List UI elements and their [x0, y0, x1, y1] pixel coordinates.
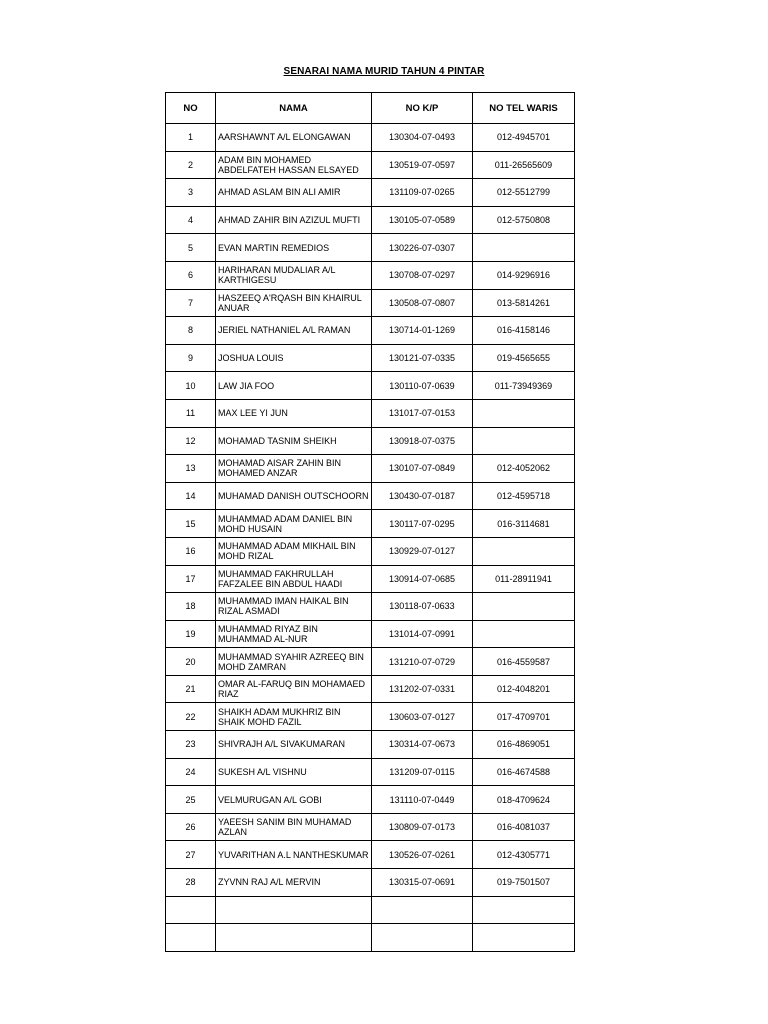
cell-no: 22 — [166, 703, 216, 731]
table-row — [166, 731, 575, 759]
table-row — [166, 786, 575, 814]
cell-no: 15 — [166, 510, 216, 538]
cell-no-kp: 131110-07-0449 — [372, 786, 473, 814]
table-row — [166, 924, 575, 952]
table-row — [166, 124, 575, 152]
cell-no: 10 — [166, 372, 216, 400]
cell-no: 1 — [166, 124, 216, 152]
cell-no-tel-waris — [473, 399, 575, 427]
cell-nama: JERIEL NATHANIEL A/L RAMAN — [216, 317, 372, 345]
cell-no: 6 — [166, 261, 216, 289]
cell-no: 21 — [166, 675, 216, 703]
cell-no-tel-waris: 018-4709624 — [473, 786, 575, 814]
cell-no: 9 — [166, 344, 216, 372]
cell-no-tel-waris — [473, 234, 575, 262]
cell-no-kp: 130430-07-0187 — [372, 482, 473, 510]
cell-no-tel-waris: 012-4048201 — [473, 675, 575, 703]
cell-no-tel-waris: 012-4052062 — [473, 455, 575, 483]
cell-no-kp: 131014-07-0991 — [372, 620, 473, 648]
cell-no-tel-waris: 014-9296916 — [473, 261, 575, 289]
table-row — [166, 841, 575, 869]
table-row — [166, 510, 575, 538]
cell-nama: MOHAMAD TASNIM SHEIKH — [216, 427, 372, 455]
table-row — [166, 565, 575, 593]
cell-nama: MUHAMMAD ADAM DANIEL BIN MOHD HUSAIN — [216, 510, 372, 538]
cell-no-tel-waris: 017-4709701 — [473, 703, 575, 731]
cell-nama: MUHAMMAD SYAHIR AZREEQ BIN MOHD ZAMRAN — [216, 648, 372, 676]
cell-no: 16 — [166, 537, 216, 565]
cell-no-kp: 130519-07-0597 — [372, 151, 473, 179]
cell-nama: YUVARITHAN A.L NANTHESKUMAR — [216, 841, 372, 869]
cell-nama: ZYVNN RAJ A/L MERVIN — [216, 869, 372, 897]
table-row — [166, 289, 575, 317]
document-title: SENARAI NAMA MURID TAHUN 4 PINTAR — [283, 66, 485, 77]
cell-no-tel-waris: 012-5750808 — [473, 206, 575, 234]
cell-nama: SUKESH A/L VISHNU — [216, 758, 372, 786]
cell-nama: HARIHARAN MUDALIAR A/L KARTHIGESU — [216, 261, 372, 289]
table-row — [166, 234, 575, 262]
cell-nama: MUHAMAD DANISH OUTSCHOORN — [216, 482, 372, 510]
cell-no-kp: 130708-07-0297 — [372, 261, 473, 289]
cell-no-tel-waris: 016-4081037 — [473, 813, 575, 841]
cell-no-kp: 130226-07-0307 — [372, 234, 473, 262]
table-row — [166, 675, 575, 703]
table-row — [166, 317, 575, 345]
cell-nama: MOHAMAD AISAR ZAHIN BIN MOHAMED ANZAR — [216, 455, 372, 483]
cell-no: 23 — [166, 731, 216, 759]
table-row — [166, 648, 575, 676]
cell-no-kp: 130809-07-0173 — [372, 813, 473, 841]
cell-no-kp: 130929-07-0127 — [372, 537, 473, 565]
cell-no-kp: 130315-07-0691 — [372, 869, 473, 897]
table-header-row — [166, 93, 575, 124]
cell-no-kp: 131202-07-0331 — [372, 675, 473, 703]
cell-no-tel-waris — [473, 924, 575, 952]
cell-nama: OMAR AL-FARUQ BIN MOHAMAED RIAZ — [216, 675, 372, 703]
student-list-table — [165, 92, 575, 952]
cell-no-kp: 130304-07-0493 — [372, 124, 473, 152]
table-body — [166, 124, 575, 952]
table-row — [166, 482, 575, 510]
table-row — [166, 537, 575, 565]
cell-nama: HASZEEQ A'RQASH BIN KHAIRUL ANUAR — [216, 289, 372, 317]
cell-no-kp: 130526-07-0261 — [372, 841, 473, 869]
cell-no-kp: 130110-07-0639 — [372, 372, 473, 400]
cell-no-tel-waris: 019-7501507 — [473, 869, 575, 897]
header-no: NO — [166, 93, 216, 124]
cell-no-kp: 131109-07-0265 — [372, 179, 473, 207]
cell-no-tel-waris: 016-3114681 — [473, 510, 575, 538]
cell-no: 25 — [166, 786, 216, 814]
table-row — [166, 372, 575, 400]
cell-no-tel-waris — [473, 537, 575, 565]
cell-no-kp: 130314-07-0673 — [372, 731, 473, 759]
cell-no: 4 — [166, 206, 216, 234]
cell-no: 8 — [166, 317, 216, 345]
cell-no: 11 — [166, 399, 216, 427]
cell-no-tel-waris: 013-5814261 — [473, 289, 575, 317]
cell-no: 13 — [166, 455, 216, 483]
cell-nama: MAX LEE YI JUN — [216, 399, 372, 427]
table-row — [166, 427, 575, 455]
cell-nama: MUHAMMAD IMAN HAIKAL BIN RIZAL ASMADI — [216, 593, 372, 621]
cell-no: 2 — [166, 151, 216, 179]
cell-no — [166, 924, 216, 952]
cell-no-tel-waris — [473, 620, 575, 648]
cell-nama: EVAN MARTIN REMEDIOS — [216, 234, 372, 262]
cell-no-kp: 131209-07-0115 — [372, 758, 473, 786]
cell-no-tel-waris: 011-73949369 — [473, 372, 575, 400]
table-row — [166, 703, 575, 731]
cell-no: 14 — [166, 482, 216, 510]
cell-no: 19 — [166, 620, 216, 648]
cell-no-tel-waris — [473, 896, 575, 924]
cell-no-kp: 130105-07-0589 — [372, 206, 473, 234]
cell-nama: JOSHUA LOUIS — [216, 344, 372, 372]
cell-no-tel-waris: 011-26565609 — [473, 151, 575, 179]
cell-no-tel-waris — [473, 427, 575, 455]
cell-no-kp: 130714-01-1269 — [372, 317, 473, 345]
cell-no-tel-waris: 019-4565655 — [473, 344, 575, 372]
table-row — [166, 399, 575, 427]
cell-no-tel-waris: 012-4945701 — [473, 124, 575, 152]
cell-no-kp: 130918-07-0375 — [372, 427, 473, 455]
cell-no: 12 — [166, 427, 216, 455]
cell-no-tel-waris: 016-4158146 — [473, 317, 575, 345]
cell-nama — [216, 896, 372, 924]
cell-no-tel-waris: 011-28911941 — [473, 565, 575, 593]
table-row — [166, 261, 575, 289]
cell-no: 28 — [166, 869, 216, 897]
cell-no-tel-waris: 016-4869051 — [473, 731, 575, 759]
table-row — [166, 896, 575, 924]
header-no-kp: NO K/P — [372, 93, 473, 124]
table-row — [166, 179, 575, 207]
table-row — [166, 344, 575, 372]
cell-no: 3 — [166, 179, 216, 207]
cell-nama: AHMAD ZAHIR BIN AZIZUL MUFTI — [216, 206, 372, 234]
table-row — [166, 758, 575, 786]
cell-no-tel-waris: 012-4595718 — [473, 482, 575, 510]
table-row — [166, 869, 575, 897]
cell-nama: AHMAD ASLAM BIN ALI AMIR — [216, 179, 372, 207]
cell-no-kp: 131210-07-0729 — [372, 648, 473, 676]
table-row — [166, 206, 575, 234]
cell-nama: ADAM BIN MOHAMED ABDELFATEH HASSAN ELSAYED — [216, 151, 372, 179]
cell-nama: SHAIKH ADAM MUKHRIZ BIN SHAIK MOHD FAZIL — [216, 703, 372, 731]
cell-nama: AARSHAWNT A/L ELONGAWAN — [216, 124, 372, 152]
table-row — [166, 151, 575, 179]
cell-no-kp: 130603-07-0127 — [372, 703, 473, 731]
cell-no-kp: 130107-07-0849 — [372, 455, 473, 483]
cell-no-tel-waris: 016-4674588 — [473, 758, 575, 786]
cell-no-tel-waris: 012-4305771 — [473, 841, 575, 869]
cell-no-kp — [372, 924, 473, 952]
cell-no: 17 — [166, 565, 216, 593]
cell-no-kp: 130121-07-0335 — [372, 344, 473, 372]
cell-no-kp: 130117-07-0295 — [372, 510, 473, 538]
cell-no-tel-waris: 012-5512799 — [473, 179, 575, 207]
table-row — [166, 620, 575, 648]
cell-nama: LAW JIA FOO — [216, 372, 372, 400]
cell-nama: MUHAMMAD RIYAZ BIN MUHAMMAD AL-NUR — [216, 620, 372, 648]
cell-no-kp: 130118-07-0633 — [372, 593, 473, 621]
header-no-tel-waris: NO TEL WARIS — [473, 93, 575, 124]
cell-no: 7 — [166, 289, 216, 317]
header-nama: NAMA — [216, 93, 372, 124]
cell-nama: SHIVRAJH A/L SIVAKUMARAN — [216, 731, 372, 759]
cell-no: 24 — [166, 758, 216, 786]
cell-no-tel-waris: 016-4559587 — [473, 648, 575, 676]
cell-nama — [216, 924, 372, 952]
cell-no — [166, 896, 216, 924]
cell-no: 20 — [166, 648, 216, 676]
cell-no-kp: 131017-07-0153 — [372, 399, 473, 427]
table-row — [166, 455, 575, 483]
cell-no: 27 — [166, 841, 216, 869]
cell-nama: YAEESH SANIM BIN MUHAMAD AZLAN — [216, 813, 372, 841]
cell-nama: MUHAMMAD FAKHRULLAH FAFZALEE BIN ABDUL HAADI — [216, 565, 372, 593]
cell-no-kp — [372, 896, 473, 924]
table-row — [166, 593, 575, 621]
cell-nama: VELMURUGAN A/L GOBI — [216, 786, 372, 814]
cell-no: 26 — [166, 813, 216, 841]
cell-no-kp: 130508-07-0807 — [372, 289, 473, 317]
cell-no: 5 — [166, 234, 216, 262]
cell-no: 18 — [166, 593, 216, 621]
table-row — [166, 813, 575, 841]
cell-nama: MUHAMMAD ADAM MIKHAIL BIN MOHD RIZAL — [216, 537, 372, 565]
cell-no-tel-waris — [473, 593, 575, 621]
cell-no-kp: 130914-07-0685 — [372, 565, 473, 593]
